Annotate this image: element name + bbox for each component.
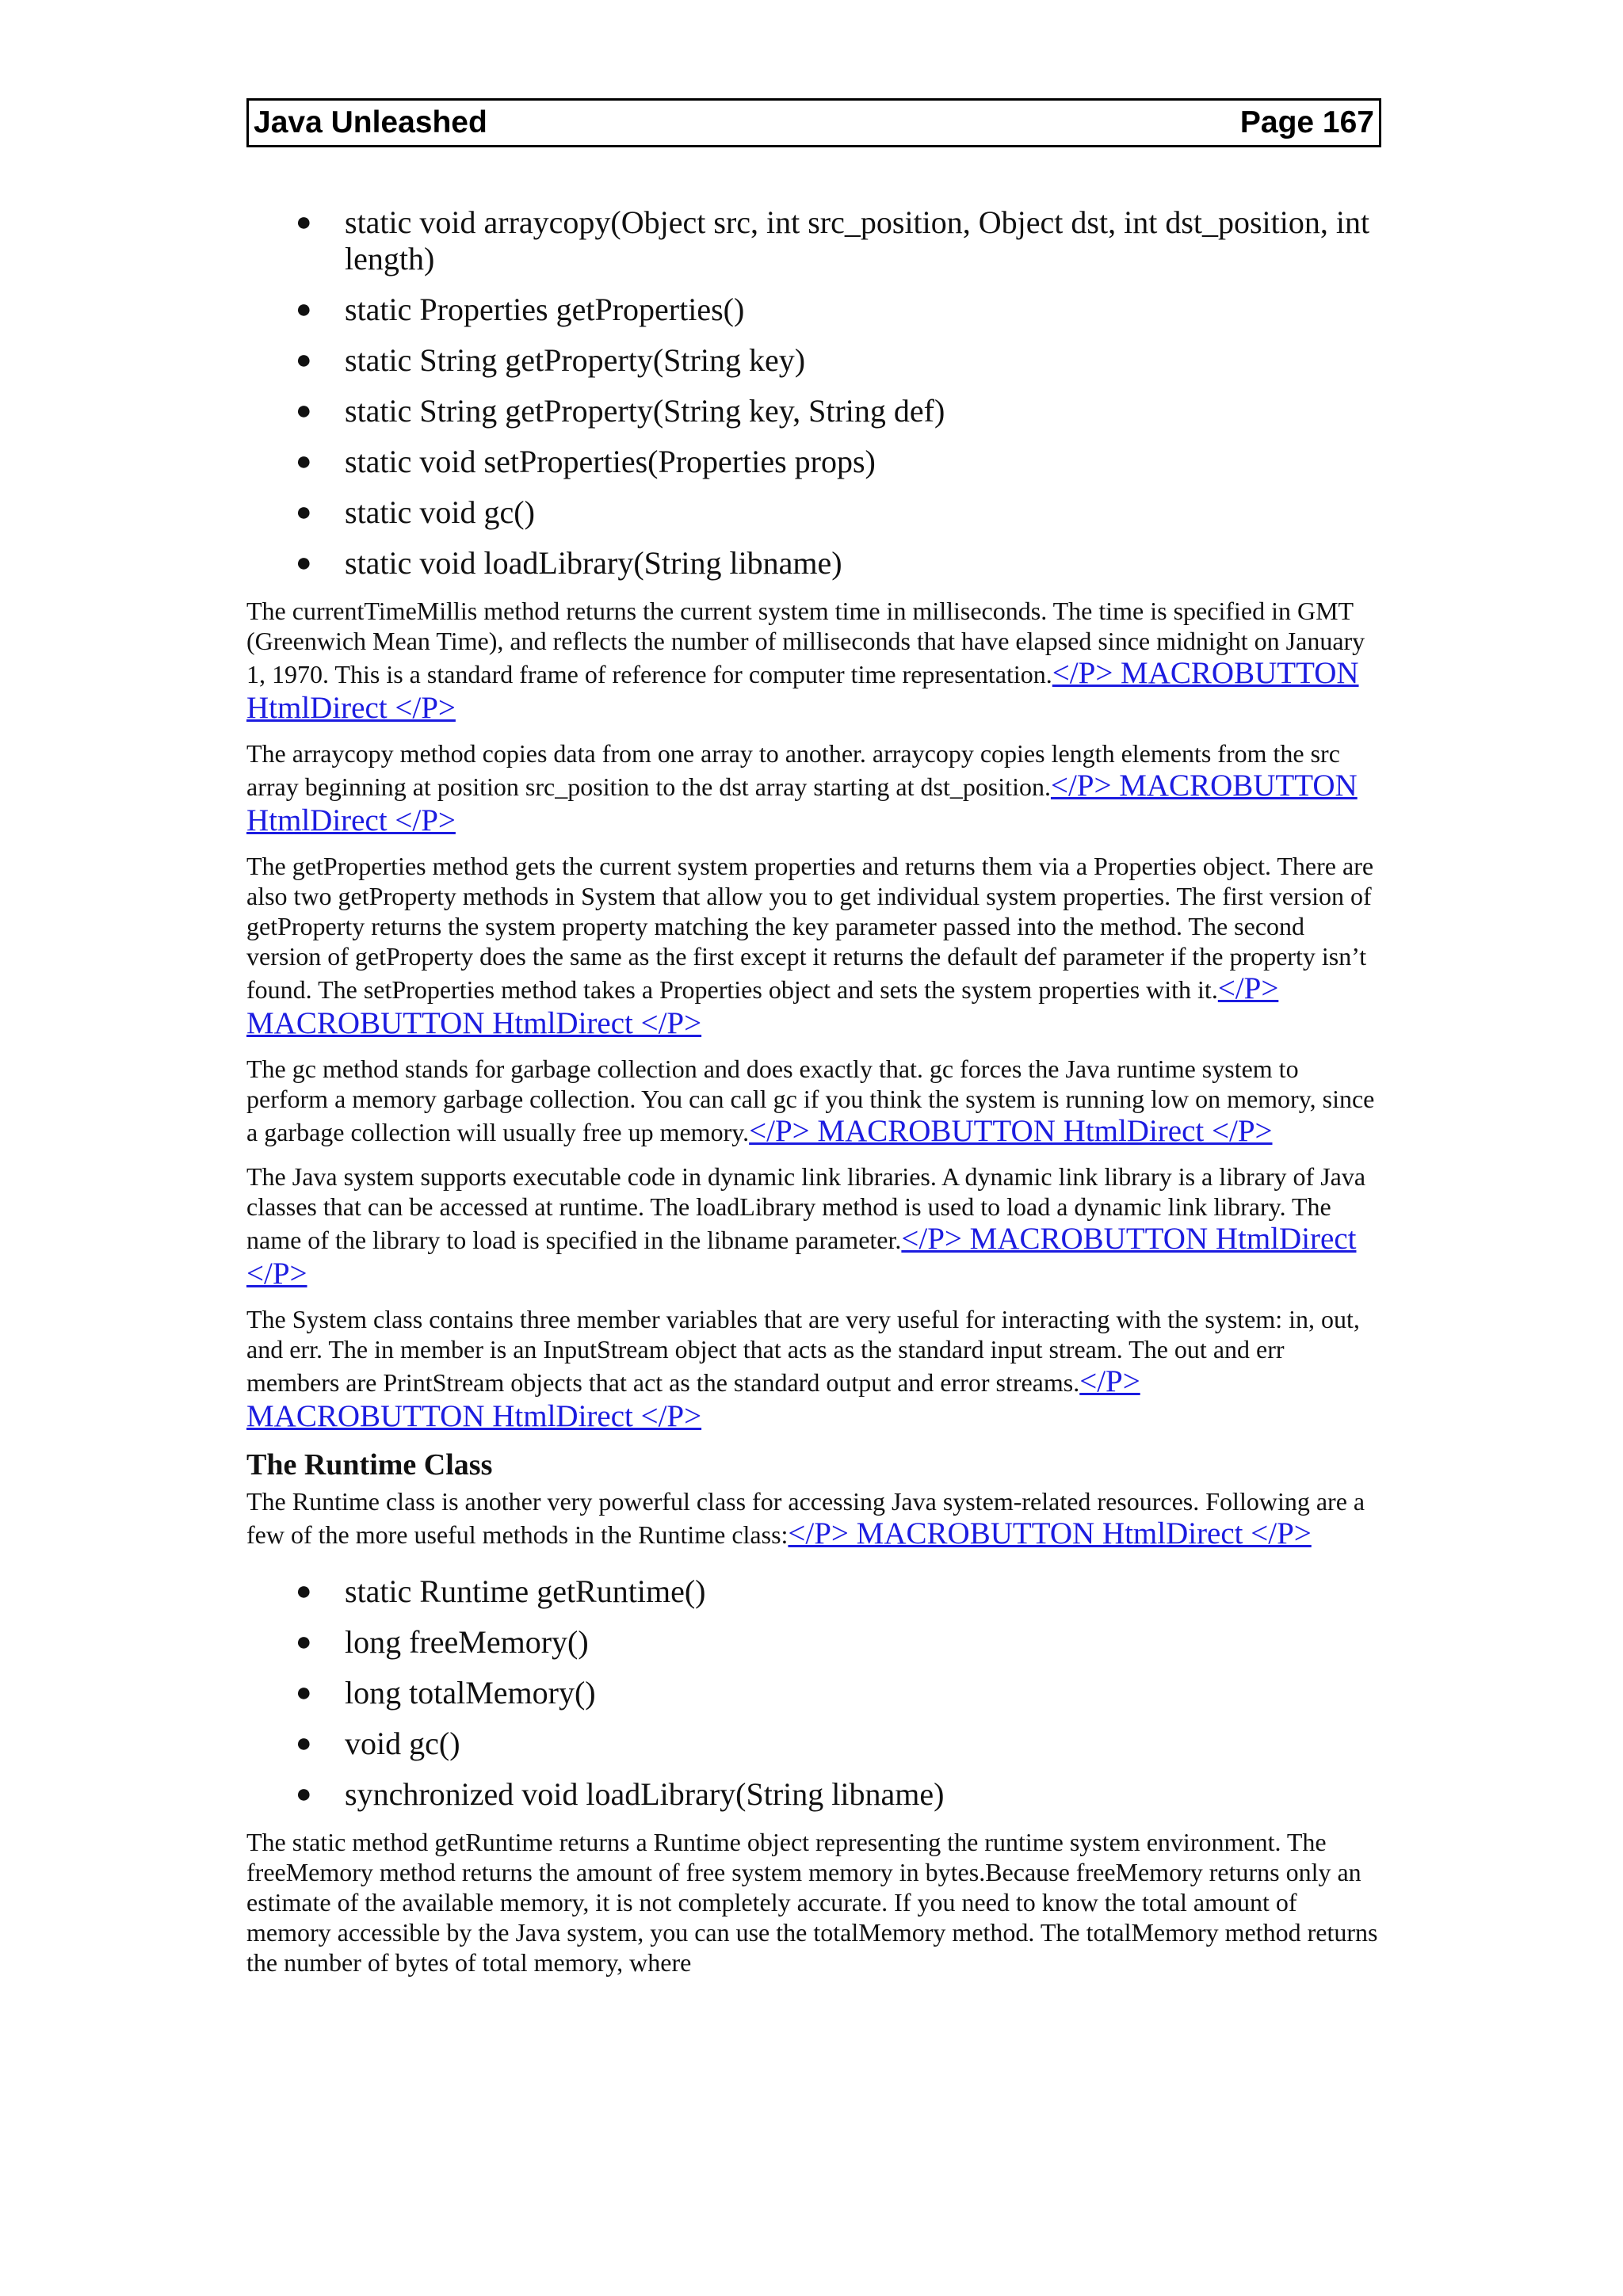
macrobutton-link[interactable]: </P> MACROBUTTON HtmlDirect </P>: [246, 656, 1359, 725]
paragraph-gc: The gc method stands for garbage collection and does exactly that. gc forces the Java runtime system to perform a memory garbage collection. You can call gc if you think the system is running low on memory, since a garbage collection will usually free up memory.</P> MACROBUTTON HtmlDirect </P>: [246, 1055, 1375, 1148]
document-page: [246, 98, 1381, 1978]
list-item: ● static void arraycopy(Object src, int src_position, Object dst, int dst_position, int length): [296, 204, 1370, 277]
bullet-icon: ●: [296, 396, 312, 425]
bullet-icon: ●: [296, 1627, 312, 1657]
list-item: ● void gc(): [296, 1726, 460, 1761]
list-item: ● synchronized void loadLibrary(String libname): [296, 1776, 945, 1812]
paragraph-getproperties: The getProperties method gets the current system properties and returns them via a Properties object. There are also two getProperty methods in System that allow you to get individual system properties. The first version of getProperty returns the system property matching the key parameter passed into the method. The second version of getProperty does the same as the first except it returns the default def parameter if the property isn’t found. The setProperties method takes a Properties object and sets the system properties with it.</P> MACROBUTTON HtmlDirect </P>: [246, 852, 1374, 1040]
macrobutton-link[interactable]: </P> MACROBUTTON HtmlDirect </P>: [246, 769, 1358, 837]
paragraph-loadlibrary: The Java system supports executable code in dynamic link libraries. A dynamic link library is a library of Java classes that can be accessed at runtime. The loadLibrary method is used to load a dynamic link library. The name of the library to load is specified in the libname parameter.</P> MACROBUTTON HtmlDirect </P>: [246, 1162, 1366, 1291]
bullet-icon: ●: [296, 498, 312, 527]
list-item: ● long totalMemory(): [296, 1675, 596, 1711]
macrobutton-link[interactable]: </P> MACROBUTTON HtmlDirect </P>: [246, 1364, 1140, 1433]
list-item: ● static Runtime getRuntime(): [296, 1573, 706, 1609]
bullet-icon: ●: [296, 1577, 312, 1606]
list-item: ● static String getProperty(String key): [296, 342, 806, 378]
list-item: ● long freeMemory(): [296, 1624, 589, 1660]
section-heading-runtime: The Runtime Class: [246, 1448, 493, 1482]
page-header: [246, 98, 1381, 147]
list-item: ● static String getProperty(String key, String def): [296, 393, 945, 429]
macrobutton-link[interactable]: </P> MACROBUTTON HtmlDirect </P>: [246, 971, 1279, 1040]
system-methods-list: [246, 204, 1381, 582]
book-title: Java Unleashed: [254, 105, 487, 139]
paragraph-runtime-intro: The Runtime class is another very powerful class for accessing Java system-related resources. Following are a few of the more useful methods in the Runtime class:</P> MACROBUTTON HtmlDirect </P>: [246, 1487, 1365, 1550]
macrobutton-link[interactable]: </P> MACROBUTTON HtmlDirect </P>: [788, 1516, 1312, 1550]
list-item: ● static void setProperties(Properties props): [296, 444, 876, 479]
bullet-icon: ●: [296, 208, 312, 237]
macrobutton-link[interactable]: </P> MACROBUTTON HtmlDirect </P>: [246, 1222, 1357, 1291]
macrobutton-link[interactable]: </P> MACROBUTTON HtmlDirect </P>: [749, 1114, 1273, 1148]
paragraph-currenttimemillis: The currentTimeMillis method returns the current system time in milliseconds. The time is specified in GMT (Greenwich Mean Time), and reflects the number of milliseconds that have elapsed since midnight on January 1, 1970. This is a standard frame of reference for computer time representation.</P> MACROBUTTON HtmlDirect </P>: [246, 597, 1365, 725]
bullet-icon: ●: [296, 447, 312, 476]
bullet-icon: ●: [296, 548, 312, 578]
bullet-icon: ●: [296, 1729, 312, 1758]
paragraph-runtime-closing: The static method getRuntime returns a Runtime object representing the runtime system environment. The freeMemory method returns the amount of free system memory in bytes.Because freeMemory returns only an estimate of the available memory, it is not completely accurate. If you need to know the total amount of memory accessible by the Java system, you can use the totalMemory method. The totalMemory method returns the number of bytes of total memory, where: [246, 1828, 1378, 1977]
paragraph-arraycopy: The arraycopy method copies data from one array to another. arraycopy copies length elements from the src array beginning at position src_position to the dst array starting at dst_position.</P> MACROBUTTON HtmlDirect </P>: [246, 739, 1358, 837]
page-number: Page 167: [1239, 105, 1374, 139]
bullet-icon: ●: [296, 1678, 312, 1707]
list-item: ● static void loadLibrary(String libname): [296, 545, 842, 581]
list-item: ● static Properties getProperties(): [296, 292, 745, 327]
runtime-methods-list: [246, 1573, 1381, 1813]
bullet-icon: ●: [296, 345, 312, 375]
paragraph-member-variables: The System class contains three member variables that are very useful for interacting with the system: in, out, and err. The in member is an InputStream object that acts as the standard input stream. The out and err members are PrintStream objects that act as the standard output and error streams.</P> MACROBUTTON HtmlDirect </P>: [246, 1305, 1360, 1433]
bullet-icon: ●: [296, 295, 312, 324]
list-item: ● static void gc(): [296, 494, 535, 530]
bullet-icon: ●: [296, 1779, 312, 1809]
